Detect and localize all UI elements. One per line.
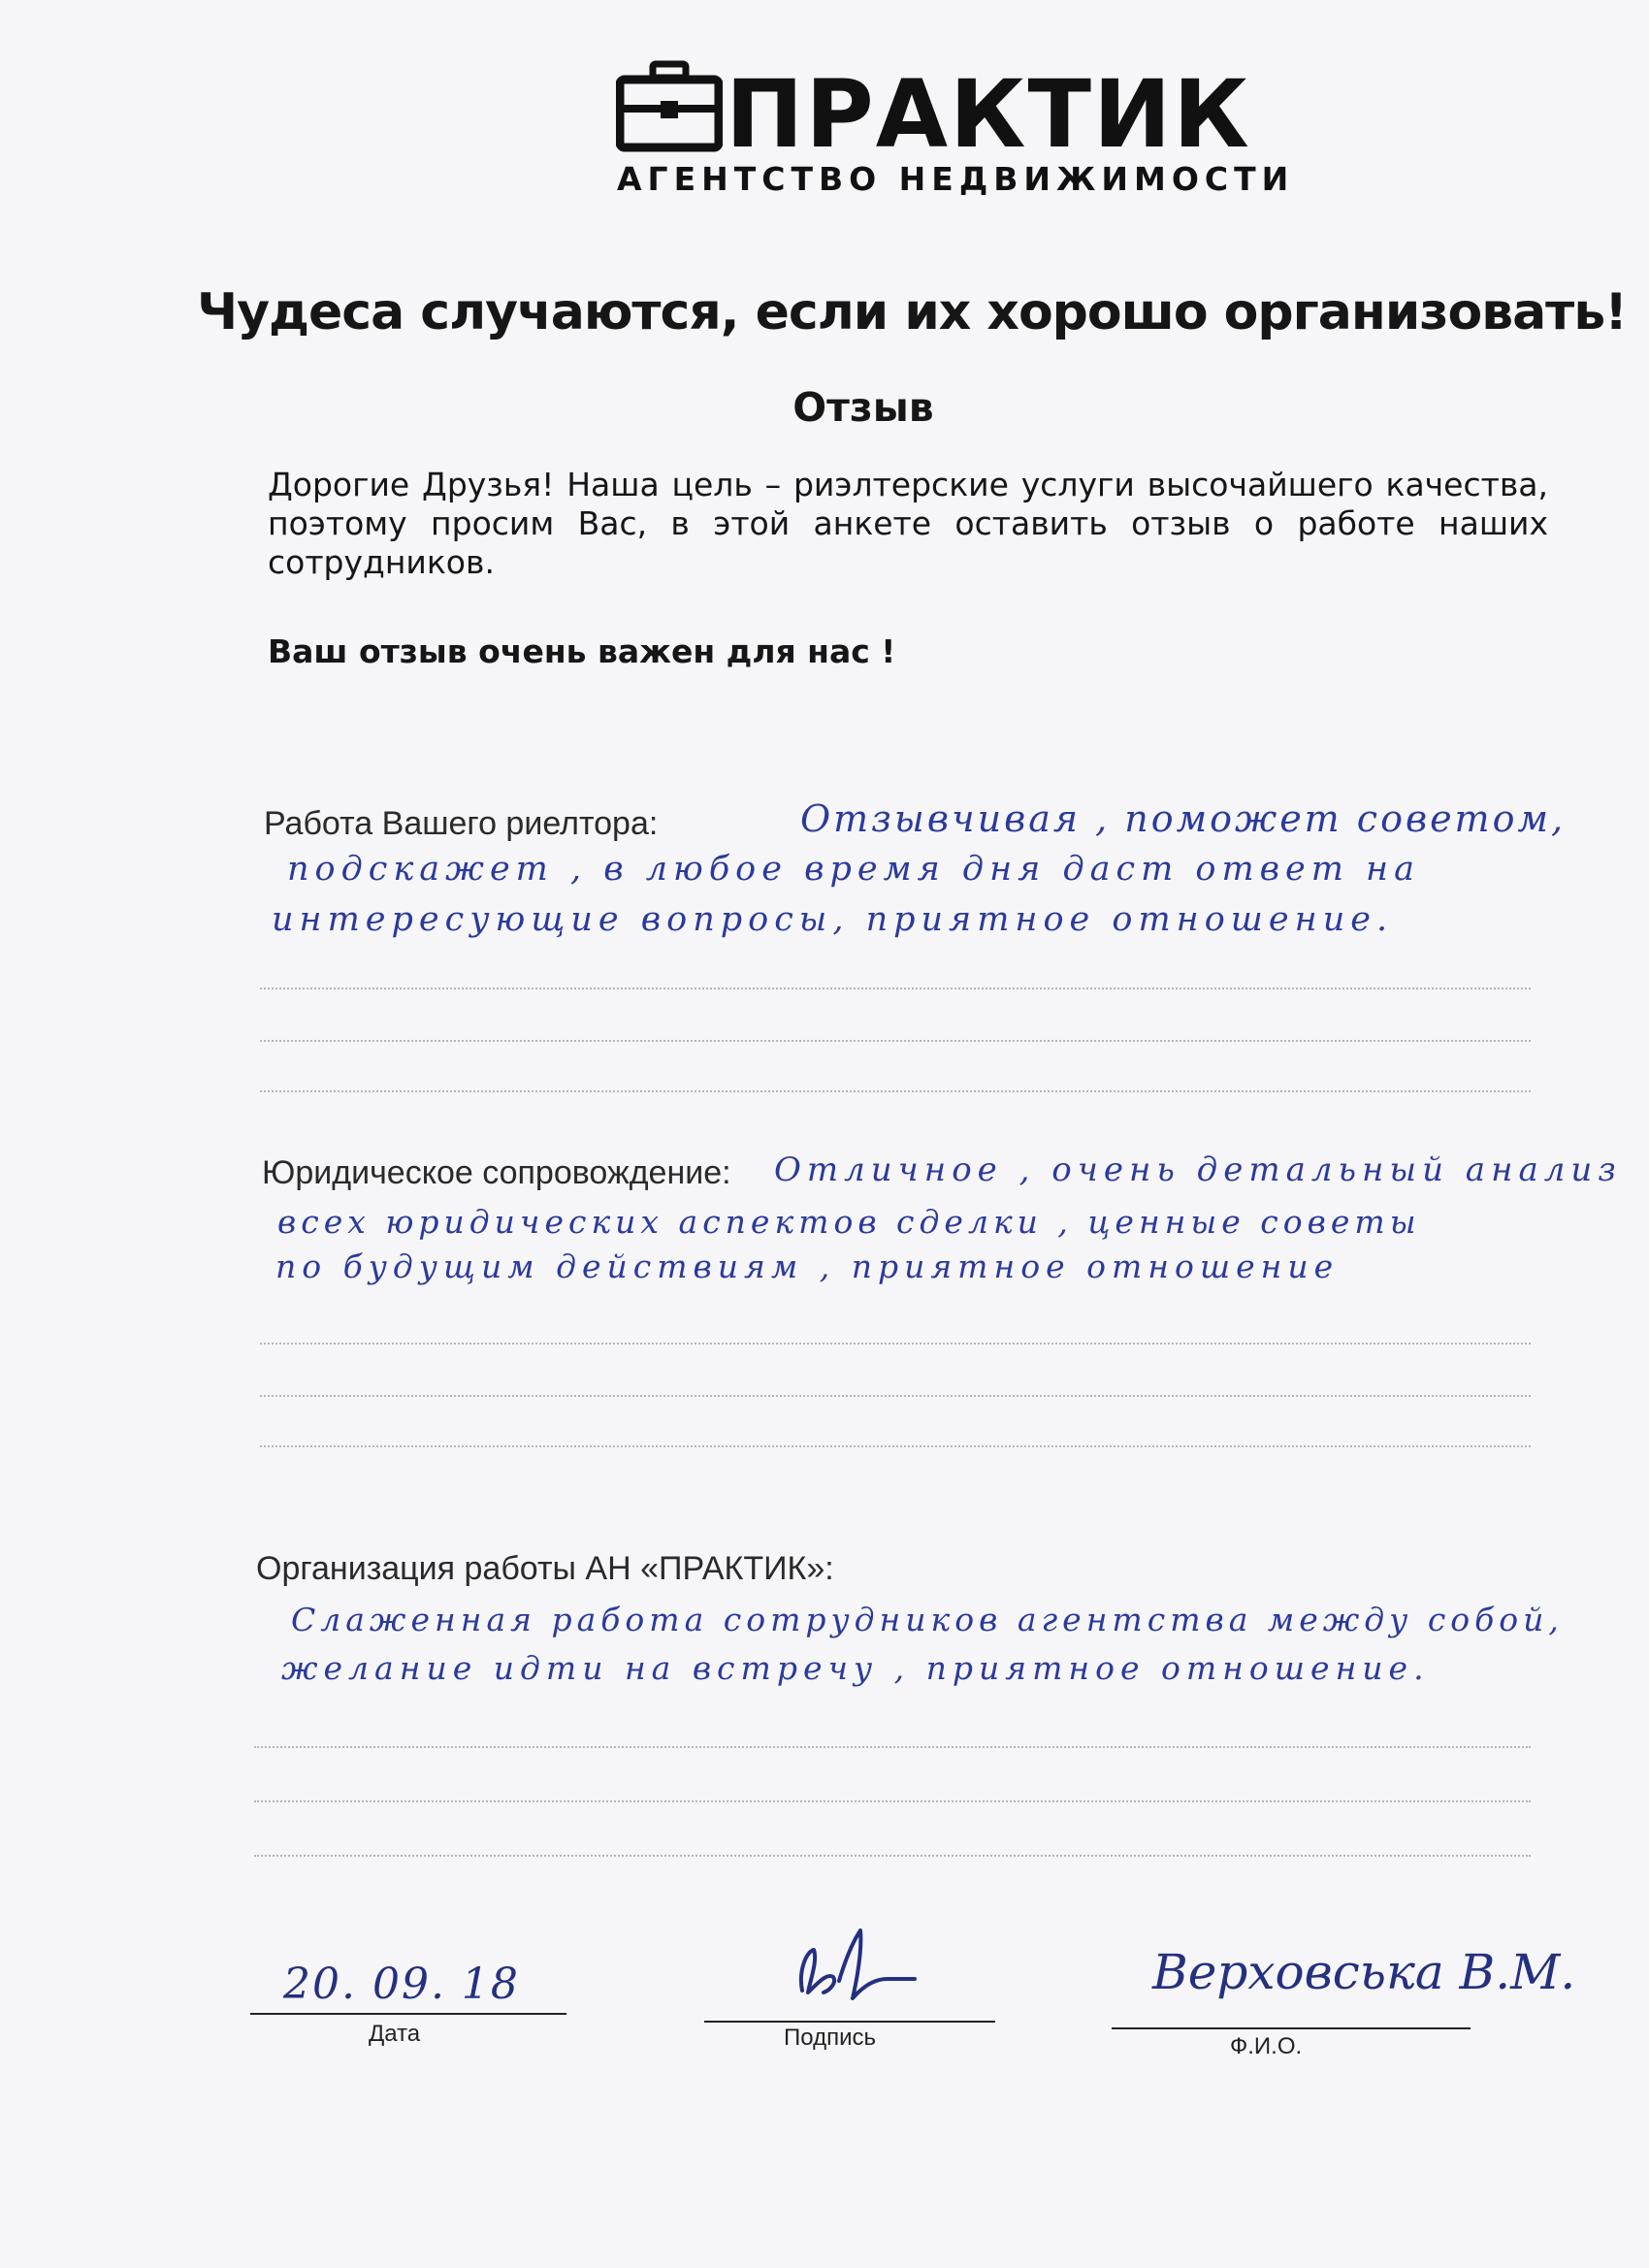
dotted-line	[254, 1855, 1531, 1857]
importance-note: Ваш отзыв очень важен для нас !	[268, 632, 896, 670]
dotted-line	[260, 1395, 1531, 1397]
date-caption: Дата	[369, 2021, 421, 2047]
date-value: 20. 09. 18	[283, 1960, 520, 2009]
answer-line: Слаженная работа сотрудников агентства между собой,	[291, 1601, 1564, 1638]
signature-caption: Подпись	[784, 2025, 876, 2051]
dotted-line	[260, 1090, 1531, 1092]
dotted-line	[260, 988, 1531, 989]
dotted-line	[254, 1800, 1531, 1802]
dotted-line	[260, 1040, 1531, 1042]
dotted-line	[260, 1343, 1531, 1345]
answer-line: подскажет , в любое время дня даст ответ на	[287, 850, 1420, 889]
answer-line: Отличное , очень детальный анализ	[774, 1150, 1622, 1189]
fio-underline	[1112, 2027, 1471, 2029]
answer-line: желание идти на встречу , приятное отношение.	[281, 1649, 1430, 1687]
signature-image	[781, 1923, 926, 2010]
fio-value: Верховська В.М.	[1152, 1944, 1576, 2000]
section-label-agency: Организация работы АН «ПРАКТИК»:	[256, 1550, 834, 1587]
signature-underline	[704, 2021, 995, 2023]
slogan: Чудеса случаются, если их хорошо организовать!	[197, 283, 1627, 341]
dotted-line	[254, 1746, 1531, 1748]
logo-subtitle: АГЕНТСТВО НЕДВИЖИМОСТИ	[617, 160, 1295, 198]
answer-line: Отзывчивая , поможет советом,	[800, 797, 1567, 840]
logo-wordmark: ПРАКТИК	[726, 60, 1251, 169]
answer-line: всех юридических аспектов сделки , ценные советы	[277, 1203, 1421, 1241]
intro-paragraph: Дорогие Друзья! Наша цель – риэлтерские услуги высочайшего качества, поэтому просим Вас, в этой анкете оставить отзыв о работе наших сотрудников.	[268, 466, 1548, 581]
answer-line: по будущим действиям , приятное отношение	[275, 1247, 1340, 1285]
date-underline	[250, 2013, 566, 2015]
page-title: Отзыв	[792, 384, 934, 431]
fio-caption: Ф.И.О.	[1230, 2033, 1303, 2059]
briefcase-logo-icon	[616, 60, 723, 153]
dotted-line	[260, 1445, 1531, 1447]
section-label-realtor: Работа Вашего риелтора:	[264, 805, 659, 842]
answer-line: интересующие вопросы, приятное отношение.	[272, 900, 1394, 939]
section-label-legal: Юридическое сопровождение:	[262, 1154, 731, 1191]
